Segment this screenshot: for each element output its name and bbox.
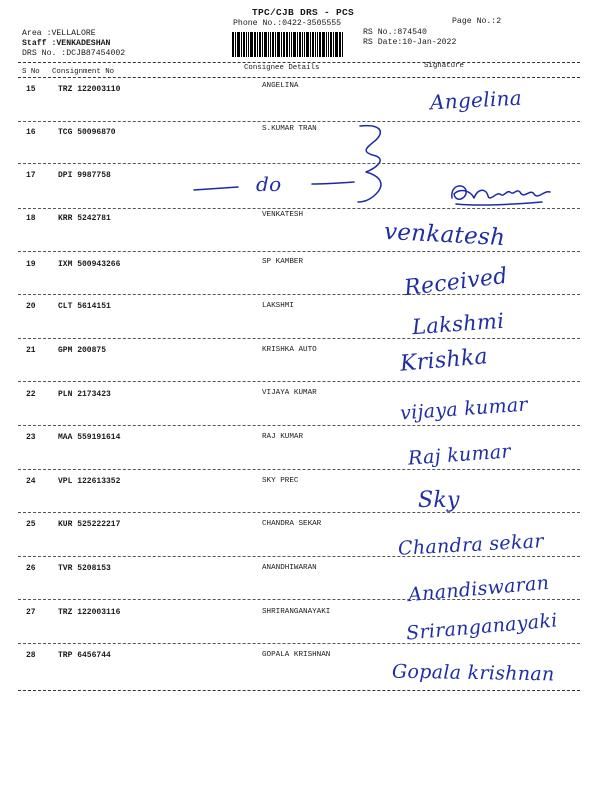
row-sno: 18: [26, 214, 36, 223]
col-head-signature: Signature: [424, 62, 464, 70]
signature-krishka: Krishka: [399, 344, 489, 377]
signature-vijaya-kumar: vijaya kumar: [399, 393, 529, 425]
row-consignment: MAA 559191614: [58, 433, 121, 442]
row-sno: 19: [26, 260, 36, 269]
signature-raj-kumar: Raj kumar: [407, 440, 512, 470]
row-consignment: KUR 525222217: [58, 520, 121, 529]
sheet-title: TPC/CJB DRS - PCS: [252, 7, 355, 18]
row-sno: 15: [26, 85, 36, 94]
row-consignee: SKY PREC: [262, 477, 299, 485]
row-consignee: SP KAMBER: [262, 258, 304, 266]
row-divider: [18, 556, 580, 557]
page-number: Page No.:2: [452, 17, 502, 26]
row-consignment: TVR 5208153: [58, 564, 111, 573]
row-sno: 17: [26, 171, 36, 180]
row-consignment: KRR 5242781: [58, 214, 111, 223]
row-divider: [18, 294, 580, 295]
row-sno: 16: [26, 128, 36, 137]
signature-lakshmi: Lakshmi: [411, 308, 505, 340]
row-consignee: CHANDRA SEKAR: [262, 520, 322, 528]
row-divider: [18, 643, 580, 644]
row-divider: [18, 338, 580, 339]
row-consignee: S.KUMAR TRAN: [262, 125, 317, 133]
row-divider: [18, 381, 580, 382]
area-label: Area :VELLALORE: [22, 29, 96, 38]
row-consignment: GPM 200875: [58, 346, 107, 355]
signature-anandiswaran: Anandiswaran: [407, 571, 551, 607]
col-head-consignee: Consignee Details: [244, 64, 320, 72]
row-divider: [18, 251, 580, 252]
signature-sky: Sky: [418, 488, 460, 513]
row-consignee: VIJAYA KUMAR: [262, 389, 317, 397]
row-consignment: TCG 50096870: [58, 128, 116, 137]
rs-number: RS No.:874540: [363, 28, 427, 37]
row-divider: [18, 512, 580, 513]
row-consignment: TRZ 122003110: [58, 85, 121, 94]
row-sno: 22: [26, 390, 36, 399]
rs-date: RS Date:10-Jan-2022: [363, 38, 457, 47]
row-consignee: ANANDHIWARAN: [262, 564, 317, 572]
row-consignment: IXM 500943266: [58, 260, 121, 269]
row-consignee: RAJ KUMAR: [262, 433, 304, 441]
drs-number: DRS No. :DCJB87454002: [22, 49, 126, 58]
header-rule-bottom: [18, 77, 580, 78]
row-consignee: LAKSHMI: [262, 302, 294, 310]
row-sno: 25: [26, 520, 36, 529]
row-sno: 27: [26, 608, 36, 617]
row-consignment: DPI 9987758: [58, 171, 111, 180]
signature-sriranganayaki: Sriranganayaki: [405, 609, 559, 645]
row-consignee: GOPALA KRISHNAN: [262, 651, 331, 659]
row-sno: 21: [26, 346, 36, 355]
row-consignee: ANGELINA: [262, 82, 299, 90]
row-sno: 20: [26, 302, 36, 311]
signature-venkatesh: venkatesh: [383, 218, 506, 252]
signature-scribble: [446, 176, 556, 216]
row-consignee: SHRIRANGANAYAKI: [262, 608, 331, 616]
row-consignment: PLN 2173423: [58, 390, 111, 399]
signature-angelina: Angelina: [429, 85, 523, 115]
row-consignee: VENKATESH: [262, 211, 304, 219]
row-consignment: TRZ 122003116: [58, 608, 121, 617]
row-consignment: TRP 6456744: [58, 651, 111, 660]
ditto-brace-mark: [180, 118, 420, 218]
header-rule-top: [18, 62, 580, 63]
row-consignee: KRISHKA AUTO: [262, 346, 317, 354]
signature-received: Received: [402, 263, 510, 302]
row-divider: [18, 425, 580, 426]
row-sno: 24: [26, 477, 36, 486]
row-divider: [18, 599, 580, 600]
col-head-consignment: Consignment No: [52, 68, 115, 76]
phone-number: Phone No.:0422-3505555: [233, 19, 342, 28]
row-divider: [18, 690, 580, 691]
row-consignment: VPL 122613352: [58, 477, 121, 486]
row-consignment: CLT 5614151: [58, 302, 111, 311]
row-sno: 28: [26, 651, 36, 660]
signature-chandra-sekar: Chandra sekar: [397, 530, 545, 560]
ditto-mark: do: [256, 172, 282, 196]
row-divider: [18, 469, 580, 470]
row-sno: 26: [26, 564, 36, 573]
row-sno: 23: [26, 433, 36, 442]
staff-label: Staff :VENKADESHAN: [22, 39, 111, 48]
signature-gopala-krishnan: Gopala krishnan: [391, 660, 555, 686]
col-head-sno: S No: [22, 68, 40, 76]
barcode: [232, 32, 354, 57]
